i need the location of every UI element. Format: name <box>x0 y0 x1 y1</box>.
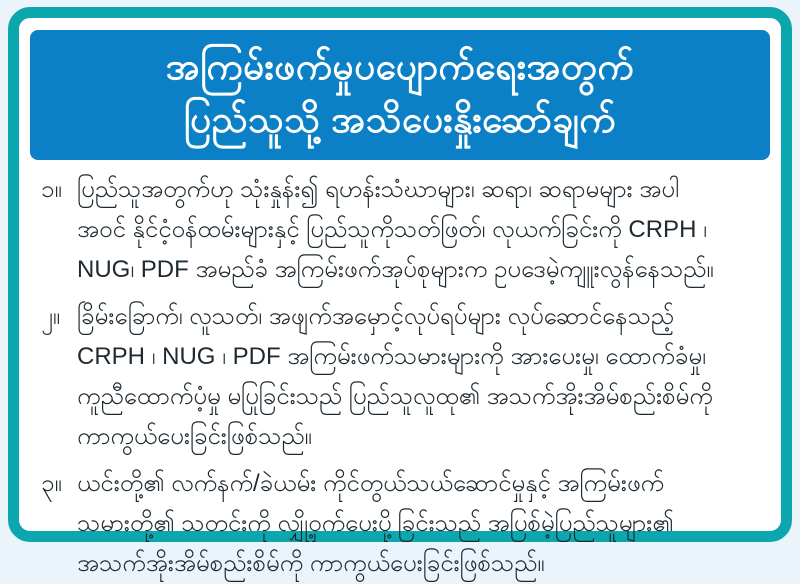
announcement-item-1 <box>33 170 763 290</box>
announcement-item-3 <box>33 464 763 584</box>
announcement-item-2 <box>33 297 763 457</box>
poster-frame <box>8 7 792 577</box>
item-text <box>77 297 763 457</box>
header-title-line1: အကြမ်းဖက်မှုပပျောက်ရေးအတွက် <box>165 46 635 87</box>
item-text-line: NUG၊ PDF အမည်ခံ အကြမ်းဖက်အုပ်စုများက ဥပဒေမဲ့ကျူးလွန်နေသည်။ <box>77 256 714 283</box>
item-text-line: အသက်အိုးအိမ်စည်းစိမ်ကို ကာကွယ်ပေးခြင်းဖြစ်သည်။ <box>77 550 545 577</box>
announcement-body <box>19 160 781 584</box>
item-number: ၂။ <box>41 303 61 330</box>
header-banner <box>30 30 770 160</box>
item-text <box>77 464 763 584</box>
item-text-line: ပြည်သူအတွက်ဟု သုံးနှုန်း၍ ရဟန်းသံဃာများ၊ ဆရာ၊ ဆရာမများ အပါ <box>77 176 680 203</box>
header-title-line2: ပြည်သူသို့ အသိပေးနှိုးဆော်ချက် <box>183 99 617 140</box>
item-text-line: ကူညီထောက်ပံ့မှု မပြုခြင်းသည် ပြည်သူလူထု၏ အသက်အိုးအိမ်စည်းစိမ်ကို <box>77 383 713 410</box>
item-text-line: CRPH ၊ NUG ၊ PDF အကြမ်းဖက်သမားများကို အားပေးမှု၊ ထောက်ခံမှု၊ <box>77 343 706 370</box>
item-number: ၃။ <box>41 470 62 497</box>
item-text-line: သမားတို့၏ သတင်းကို လျှို့ဝှက်ပေးပို့ခြင်းသည် အပြစ်မဲ့ပြည်သူများ၏ <box>77 510 674 537</box>
item-text-line: အဝင် နိုင်ငံ့ဝန်ထမ်းများနှင့် ပြည်သူကိုသတ်ဖြတ်၊ လုယက်ခြင်းကို CRPH ၊ <box>77 216 707 243</box>
item-text-line: ခြိမ်းခြောက်၊ လူသတ်၊ အဖျက်အမှောင့်လုပ်ရပ်များ လုပ်ဆောင်နေသည့် <box>77 303 675 330</box>
item-text <box>77 170 763 290</box>
item-text-line: ကာကွယ်ပေးခြင်းဖြစ်သည်။ <box>77 423 312 450</box>
item-text-line: ယင်းတို့၏ လက်နက်/ခဲယမ်း ကိုင်တွယ်သယ်ဆောင်မှုနှင့် အကြမ်းဖက် <box>77 470 665 497</box>
item-number: ၁။ <box>41 176 62 203</box>
